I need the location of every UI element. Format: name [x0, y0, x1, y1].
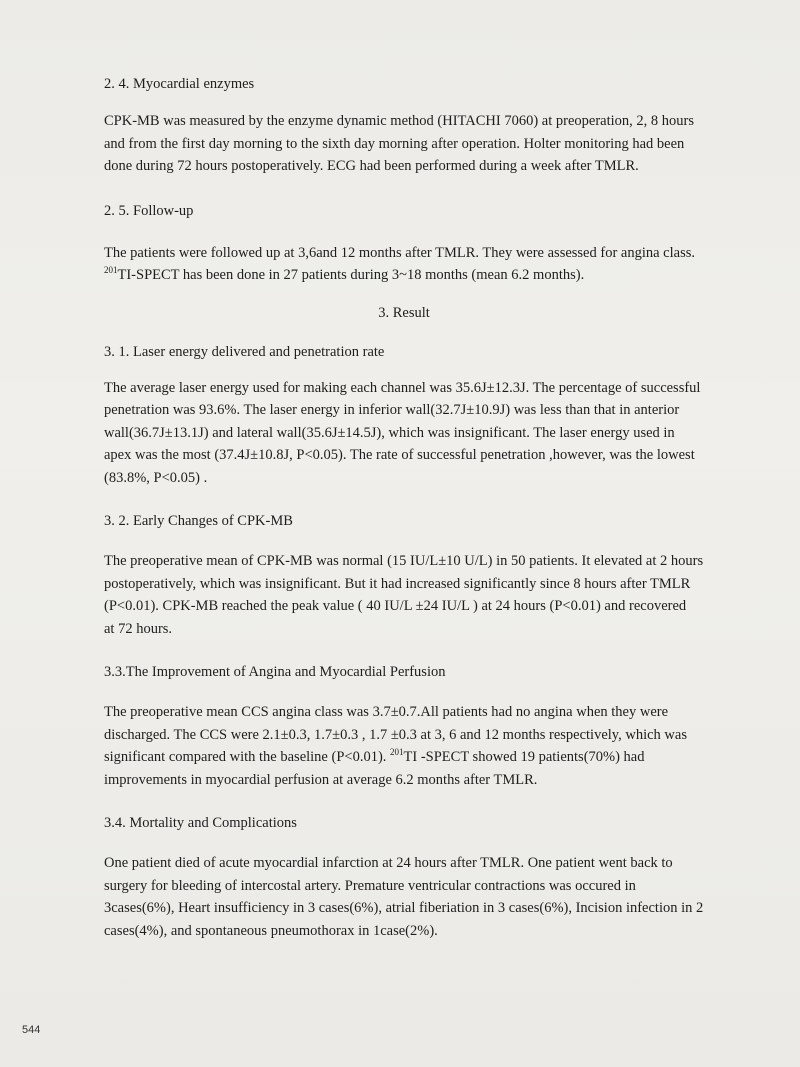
text-line: at 72 hours. — [104, 620, 173, 637]
section-heading-3-1: 3. 1. Laser energy delivered and penetration rate — [104, 343, 385, 360]
text-span: significant compared with the baseline (P<0.01). — [104, 749, 387, 765]
text-line: and from the first day morning to the sixth day morning after operation. Holter monitoring had been — [104, 135, 685, 152]
paragraph-2-4 — [104, 110, 704, 178]
paragraph-3-2 — [104, 550, 704, 640]
text-line: penetration was 93.6%. The laser energy in inferior wall(32.7J±10.9J) was less than that in anterior — [104, 402, 680, 418]
text-span: TI-SPECT has been done in 27 patients during 3~18 months (mean 6.2 months). — [117, 267, 585, 283]
text-line: (P<0.01). CPK-MB reached the peak value ( 40 IU/L ±24 IU/L ) at 24 hours (P<0.01) and recovered — [104, 598, 687, 614]
paragraph-2-5 — [104, 242, 704, 287]
text-line: (83.8%, P<0.05) . — [104, 469, 208, 486]
text-line: 3cases(6%), Heart insufficiency in 3 cases(6%), atrial fiberiation in 3 cases(6%), Incision infection in 2 — [104, 900, 704, 916]
text-line — [104, 746, 704, 769]
isotope-superscript: 201 — [390, 747, 404, 758]
text-line: discharged. The CCS were 2.1±0.3, 1.7±0.3 , 1.7 ±0.3 at 3, 6 and 12 months respectively, which was — [104, 726, 687, 743]
text-line: done during 72 hours postoperatively. ECG had been performed during a week after TMLR. — [104, 158, 639, 174]
text-line: The patients were followed up at 3,6and 12 months after TMLR. They were assessed for angina class. — [104, 244, 695, 261]
paragraph-3-4 — [104, 852, 704, 942]
section-heading-3-4: 3.4. Mortality and Complications — [104, 815, 297, 831]
text-line: The preoperative mean CCS angina class was 3.7±0.7.All patients had no angina when they were — [104, 704, 669, 720]
text-line: CPK-MB was measured by the enzyme dynamic method (HITACHI 7060) at preoperation, 2, 8 hours — [104, 113, 694, 129]
text-line: surgery for bleeding of intercostal artery. Premature ventricular contractions was occured in — [104, 877, 636, 894]
text-line: improvements in myocardial perfusion at average 6.2 months after TMLR. — [104, 771, 538, 788]
section-heading-2-4: 2. 4. Myocardial enzymes — [104, 76, 255, 92]
section-heading-3-3: 3.3.The Improvement of Angina and Myocardial Perfusion — [104, 664, 446, 680]
text-line: wall(36.7J±13.1J) and lateral wall(35.6J±14.5J), which was insignificant. The laser energy used in — [104, 424, 675, 441]
text-line: One patient died of acute myocardial infarction at 24 hours after TMLR. One patient went back to — [104, 855, 673, 871]
paragraph-3-1 — [104, 377, 704, 490]
page-number: 544 — [22, 1024, 41, 1036]
text-line: The preoperative mean of CPK-MB was normal (15 IU/L±10 U/L) in 50 patients. It elevated at 2 hours — [104, 553, 704, 569]
page-content — [104, 70, 704, 942]
text-line — [104, 264, 704, 287]
paragraph-3-3 — [104, 701, 704, 791]
section-heading-2-5: 2. 5. Follow-up — [104, 202, 194, 219]
text-line: cases(4%), and spontaneous pneumothorax in 1case(2%). — [104, 922, 438, 939]
isotope-superscript: 201 — [104, 265, 118, 276]
section-heading-3-2: 3. 2. Early Changes of CPK-MB — [104, 513, 293, 529]
text-line: apex was the most (37.4J±10.8J, P<0.05). The rate of successful penetration ,however, was the lowest — [104, 447, 695, 463]
section-heading-3: 3. Result — [378, 304, 430, 321]
text-line: The average laser energy used for making each channel was 35.6J±12.3J. The percentage of successful — [104, 379, 701, 396]
text-line: postoperatively, which was insignificant. But it had increased significantly since 8 hours after TMLR — [104, 575, 691, 592]
text-span: TI -SPECT showed 19 patients(70%) had — [403, 749, 645, 765]
